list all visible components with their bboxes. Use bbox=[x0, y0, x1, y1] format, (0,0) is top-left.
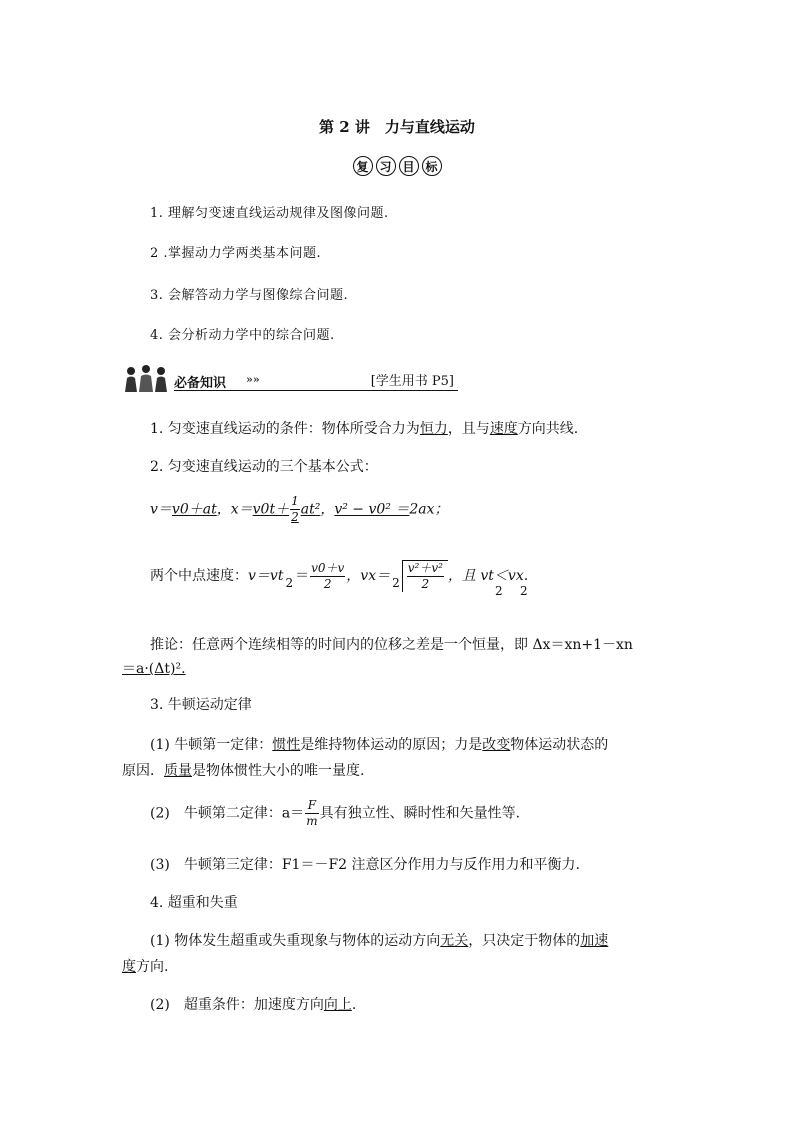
banner-title: 必备知识 bbox=[174, 376, 227, 391]
fraction-den: 2 bbox=[285, 576, 294, 590]
text: 是物体惯性大小的唯一量度. bbox=[192, 763, 365, 779]
answer-text: 恒力 bbox=[419, 421, 448, 437]
answer-text: at² bbox=[300, 501, 321, 518]
fraction bbox=[284, 561, 294, 591]
fraction bbox=[407, 561, 444, 592]
fraction bbox=[391, 561, 401, 591]
answer-text: 无关 bbox=[440, 933, 469, 949]
newton-3: (3) 牛顿第三定律：F1＝－F2 注意区分作用力与反作用力和平衡力. bbox=[150, 857, 580, 873]
fraction bbox=[310, 561, 345, 592]
fraction bbox=[290, 494, 300, 525]
answer-text: 加速 bbox=[580, 933, 609, 949]
text: ，且与 bbox=[447, 421, 490, 437]
badge-char: 目 bbox=[399, 156, 419, 176]
banner-divider bbox=[174, 390, 458, 391]
badge-char: 习 bbox=[376, 156, 396, 176]
fraction-den: 2 bbox=[421, 577, 430, 591]
badge-char: 标 bbox=[422, 156, 442, 176]
knowledge-4: 4. 超重和失重 bbox=[150, 895, 238, 911]
sqrt bbox=[402, 560, 448, 592]
fraction-den: 2 bbox=[520, 584, 528, 598]
answer-text: 向上 bbox=[323, 997, 352, 1013]
fraction-den: 2 bbox=[392, 576, 400, 590]
answer-text: v0t＋ bbox=[252, 501, 290, 518]
formula-part: ＝ bbox=[295, 568, 310, 584]
fraction-num: F bbox=[305, 798, 318, 814]
text: 原因． bbox=[122, 763, 164, 779]
section-badge bbox=[0, 156, 794, 176]
fraction bbox=[305, 798, 318, 829]
knowledge-banner bbox=[122, 364, 458, 394]
formula-part: 两个中点速度： bbox=[150, 568, 248, 584]
overweight-1-line-2 bbox=[122, 956, 168, 976]
fraction-num: v²＋v² bbox=[407, 561, 443, 575]
text: 方向共线. bbox=[517, 421, 579, 437]
objective-item: 2 .掌握动力学两类基本问题. bbox=[150, 246, 322, 261]
chevron-right-icon: »» bbox=[246, 373, 260, 386]
fraction-den: 2 bbox=[323, 576, 332, 591]
formula-basic bbox=[150, 494, 449, 525]
formula-part: v＝vt bbox=[248, 568, 284, 584]
fraction-num: v0＋v bbox=[311, 560, 345, 575]
formula-part: v＝ bbox=[150, 501, 172, 518]
badge-char: 复 bbox=[353, 156, 373, 176]
overweight-2 bbox=[150, 994, 356, 1014]
text: 是维持物体运动的原因；力是 bbox=[300, 737, 483, 753]
answer-text: 速度 bbox=[489, 421, 518, 437]
text: 具有独立性、瞬时性和矢量性等. bbox=[319, 805, 521, 822]
knowledge-1 bbox=[150, 418, 578, 438]
answer-text: 质量 bbox=[164, 763, 192, 779]
text: (2) 超重条件：加速度方向 bbox=[150, 997, 324, 1013]
fraction-den: m bbox=[306, 814, 318, 828]
knowledge-2: 2. 匀变速直线运动的三个基本公式： bbox=[150, 459, 378, 475]
text: 方向. bbox=[136, 959, 169, 975]
overweight-1-line-1 bbox=[150, 930, 608, 950]
formula-part: 2ax； bbox=[409, 501, 449, 518]
newton-1-line-2 bbox=[122, 760, 364, 780]
objective-item: 3. 会解答动力学与图像综合问题. bbox=[150, 288, 349, 303]
text: 1. 匀变速直线运动的条件：物体所受合力为 bbox=[150, 421, 420, 437]
inference-line-2: ＝a·(Δt)². bbox=[122, 661, 186, 677]
text: (1) 牛顿第一定律： bbox=[150, 737, 273, 753]
fraction-num: 1 bbox=[291, 494, 299, 508]
text: (2) 牛顿第二定律：a＝ bbox=[150, 805, 305, 822]
text: (1) 物体发生超重或失重现象与物体的运动方向 bbox=[150, 933, 441, 949]
newton-1-line-1 bbox=[150, 734, 608, 754]
objective-item: 4. 会分析动力学中的综合问题. bbox=[150, 328, 335, 343]
newton-2 bbox=[150, 798, 520, 829]
answer-text: 惯性 bbox=[272, 737, 301, 753]
answer-text: v² − v0² ＝ bbox=[334, 501, 410, 518]
banner-tag: [学生用书 P5] bbox=[370, 374, 454, 389]
page-title: 第 2 讲 力与直线运动 bbox=[319, 118, 475, 136]
answer-text: v0＋at bbox=[171, 501, 217, 518]
students-icon bbox=[122, 364, 170, 394]
formula-part: ，vx＝ bbox=[346, 568, 391, 584]
answer-text: 改变 bbox=[482, 737, 511, 753]
formula-part: ，且 vt＜vx. bbox=[447, 568, 529, 584]
fraction-den: 2 bbox=[291, 510, 299, 524]
text: 物体运动状态的 bbox=[510, 737, 609, 753]
fraction-den: 2 bbox=[495, 584, 503, 598]
text: . bbox=[351, 997, 357, 1013]
text: ，只决定于物体的 bbox=[468, 933, 581, 949]
objective-item: 1. 理解匀变速直线运动规律及图像问题. bbox=[150, 206, 389, 221]
answer-text: 度 bbox=[122, 959, 136, 975]
inference-line-1: 推论：任意两个连续相等的时间内的位移之差是一个恒量，即 Δx＝xn+1－xn bbox=[150, 637, 633, 653]
formula-part: ， bbox=[320, 501, 335, 518]
formula-midpoint bbox=[150, 560, 529, 598]
formula-part: ，x＝ bbox=[216, 501, 253, 518]
knowledge-3: 3. 牛顿运动定律 bbox=[150, 697, 252, 713]
